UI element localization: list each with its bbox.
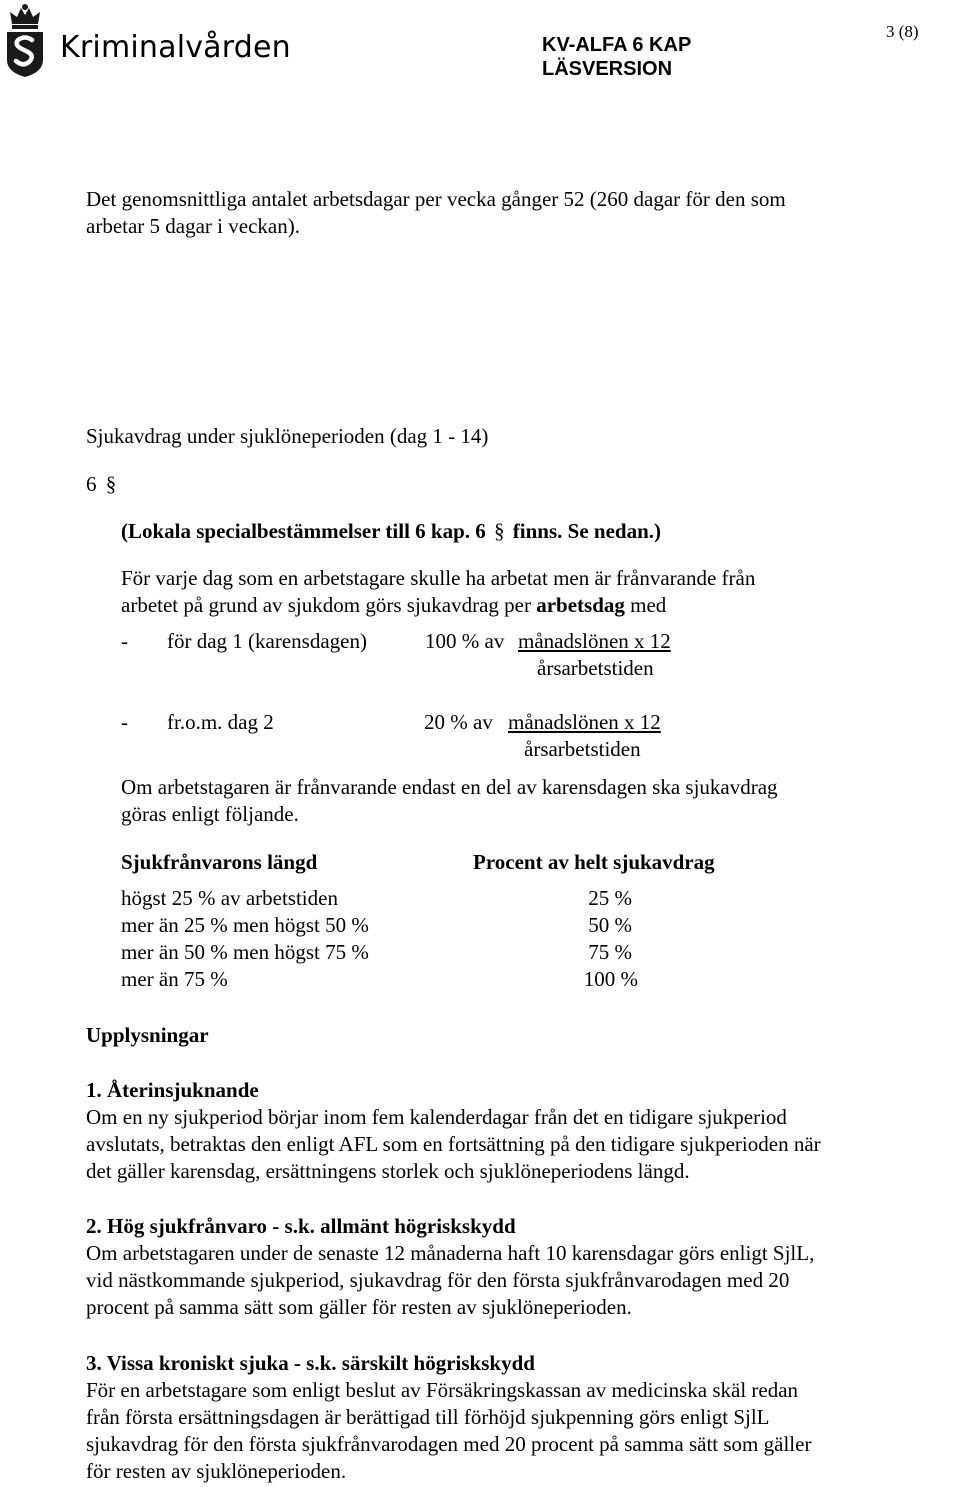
info-item-1-line-2: avslutats, betraktas den enligt AFL som en fortsättning på den tidigare sjukperioden när (86, 1132, 821, 1156)
table-row-4-percent: 100 % (583, 967, 638, 991)
local-provisions-note (121, 517, 661, 545)
table-row-3-length: mer än 50 % men högst 75 % (121, 940, 369, 964)
table-row-1-percent: 25 % (588, 886, 632, 910)
deduction-row-1-denominator: årsarbetstiden (537, 656, 654, 680)
deduction-row-2-denominator: årsarbetstiden (524, 737, 641, 761)
deduction-row-1-numerator: månadslönen x 12 (518, 629, 671, 653)
deduction-row-2-label: fr.o.m. dag 2 (167, 710, 274, 734)
rule-paragraph-line-2 (121, 591, 666, 619)
crown-shield-icon (4, 2, 46, 78)
deduction-row-1-label: för dag 1 (karensdagen) (167, 629, 367, 653)
table-header-length: Sjukfrånvarons längd (121, 850, 318, 874)
intro-line-2: arbetar 5 dagar i veckan). (86, 214, 300, 238)
doc-title-line-1: KV-ALFA 6 KAP (542, 34, 692, 56)
section-heading: Sjukavdrag under sjuklöneperioden (dag 1 - 14) (86, 424, 489, 448)
info-item-1-line-3: det gäller karensdag, ersättningens storlek och sjuklöneperiodens längd. (86, 1159, 690, 1183)
rule-paragraph-end: med (630, 593, 667, 617)
local-note-part-a: (Lokala specialbestämmelser till 6 kap. 6 (121, 519, 486, 543)
info-heading: Upplysningar (86, 1023, 209, 1047)
info-item-2-line-2: vid nästkommande sjukperiod, sjukavdrag för den första sjukfrånvarodagen med 20 (86, 1268, 790, 1292)
page-number: 3 (8) (886, 22, 919, 41)
table-row-4-length: mer än 75 % (121, 967, 228, 991)
intro-line-1: Det genomsnittliga antalet arbetsdagar per vecka gånger 52 (260 dagar för den som (86, 187, 786, 211)
org-name: Kriminalvården (60, 30, 291, 65)
info-item-3-line-3: sjukavdrag för den första sjukfrånvarodagen med 20 procent på samma sätt som gäller (86, 1432, 812, 1456)
section-number (86, 470, 116, 498)
partial-absence-line-2: göras enligt följande. (121, 802, 299, 826)
deduction-row-1-percent: 100 % av (425, 629, 505, 653)
deduction-row-1-dash: - (121, 629, 128, 653)
section-number-value: 6 (86, 472, 97, 496)
info-item-1-title: 1. Återinsjuknande (86, 1078, 259, 1102)
local-note-section-sign: § (494, 519, 505, 543)
info-item-2-line-3: procent på samma sätt som gäller för resten av sjuklöneperioden. (86, 1295, 632, 1319)
info-item-1-line-1: Om en ny sjukperiod börjar inom fem kalenderdagar från det en tidigare sjukperiod (86, 1105, 787, 1129)
rule-paragraph-line-1: För varje dag som en arbetstagare skulle ha arbetat men är frånvarande från (121, 566, 756, 590)
local-note-part-b: finns. Se nedan.) (512, 519, 661, 543)
partial-absence-line-1: Om arbetstagaren är frånvarande endast en del av karensdagen ska sjukavdrag (121, 775, 778, 799)
rule-paragraph-text: arbetet på grund av sjukdom görs sjukavdrag per (121, 593, 531, 617)
deduction-row-2-dash: - (121, 710, 128, 734)
table-row-2-length: mer än 25 % men högst 50 % (121, 913, 369, 937)
info-item-3-line-2: från första ersättningsdagen är berättigad till förhöjd sjukpenning görs enligt SjlL (86, 1405, 770, 1429)
table-row-1-length: högst 25 % av arbetstiden (121, 886, 338, 910)
logo (4, 2, 46, 78)
table-row-2-percent: 50 % (588, 913, 632, 937)
table-row-3-percent: 75 % (588, 940, 632, 964)
info-item-3-line-4: för resten av sjuklöneperioden. (86, 1459, 347, 1483)
info-item-2-title: 2. Hög sjukfrånvaro - s.k. allmänt högriskskydd (86, 1214, 516, 1238)
table-header-percent: Procent av helt sjukavdrag (473, 850, 715, 874)
deduction-row-2-percent: 20 % av (424, 710, 493, 734)
info-item-3-title: 3. Vissa kroniskt sjuka - s.k. särskilt högriskskydd (86, 1351, 535, 1375)
section-sign: § (105, 472, 117, 496)
rule-paragraph-emphasis: arbetsdag (536, 593, 625, 617)
deduction-row-2-numerator: månadslönen x 12 (508, 710, 661, 734)
info-item-3-line-1: För en arbetstagare som enligt beslut av Försäkringskassan av medicinska skäl redan (86, 1378, 799, 1402)
info-item-2-line-1: Om arbetstagaren under de senaste 12 månaderna haft 10 karensdagar görs enligt SjlL, (86, 1241, 815, 1265)
doc-title-line-2: LÄSVERSION (542, 58, 673, 80)
